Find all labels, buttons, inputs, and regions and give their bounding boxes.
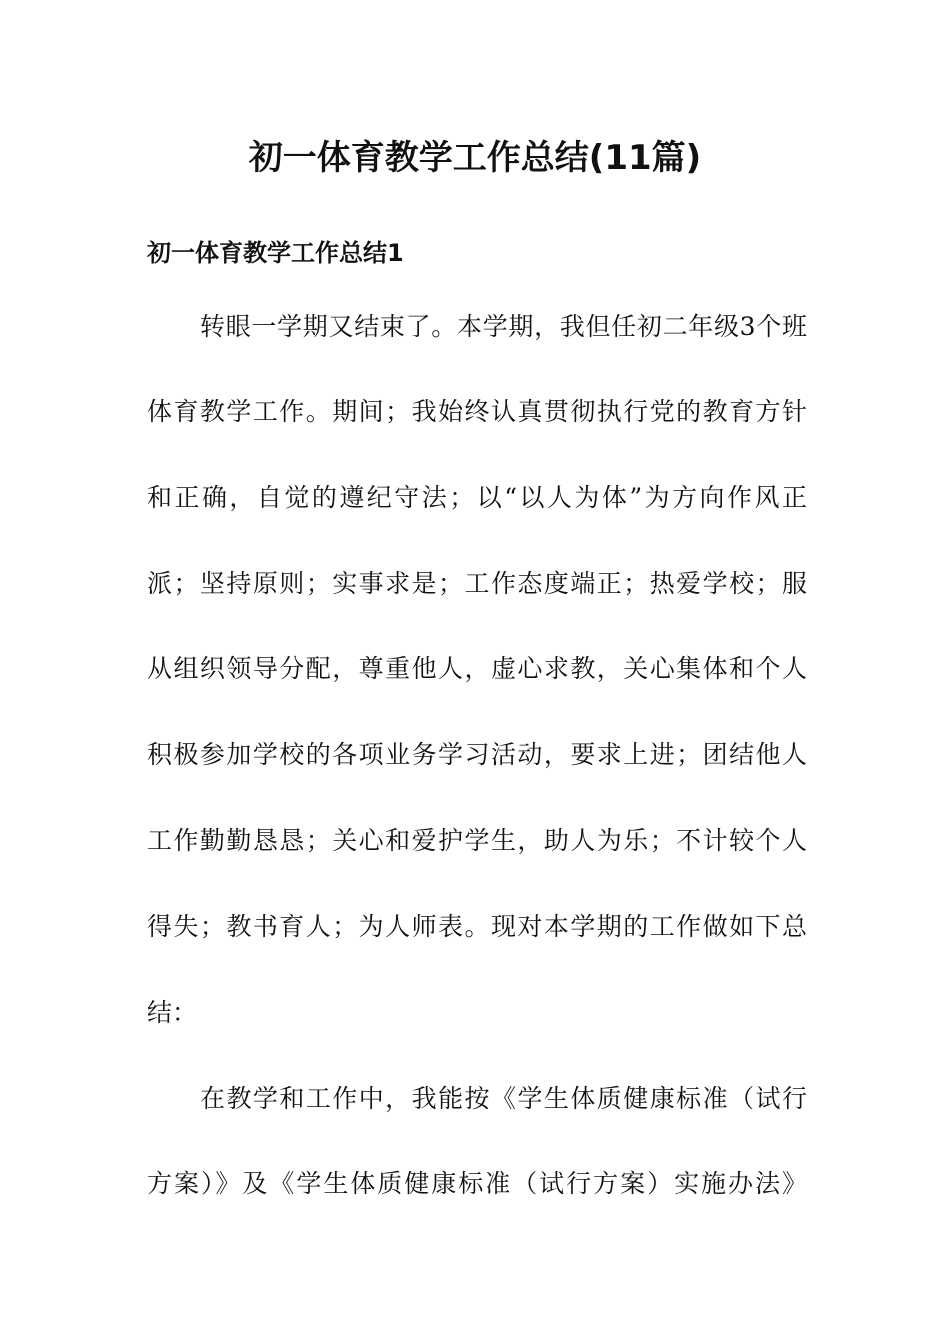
paragraph-line: 积极参加学校的各项业务学习活动，要求上进；团结他人 — [147, 740, 807, 769]
paragraph-line: 方案）》及《学生体质健康标准（试行方案）实施办法》 — [147, 1169, 807, 1198]
paragraph-line: 体育教学工作。期间；我始终认真贯彻执行党的教育方针 — [147, 397, 807, 426]
paragraph-line: 结： — [147, 998, 198, 1027]
document-title: 初一体育教学工作总结(11篇) — [248, 138, 702, 178]
paragraph-line: 在教学和工作中，我能按《学生体质健康标准（试行 — [200, 1084, 807, 1113]
paragraph-line: 得失；教书育人；为人师表。现对本学期的工作做如下总 — [147, 912, 807, 941]
paragraph-line: 和正确，自觉的遵纪守法；以“以人为体”为方向作风正 — [147, 483, 807, 512]
section-heading: 初一体育教学工作总结1 — [147, 239, 404, 267]
paragraph-line: 派；坚持原则；实事求是；工作态度端正；热爱学校；服 — [147, 569, 807, 598]
paragraph-line: 工作勤勤恳恳；关心和爱护学生，助人为乐；不计较个人 — [147, 826, 807, 855]
paragraph-line: 从组织领导分配，尊重他人，虚心求教，关心集体和个人 — [147, 654, 807, 683]
paragraph-line: 转眼一学期又结束了。本学期，我但任初二年级3个班 — [200, 312, 807, 341]
